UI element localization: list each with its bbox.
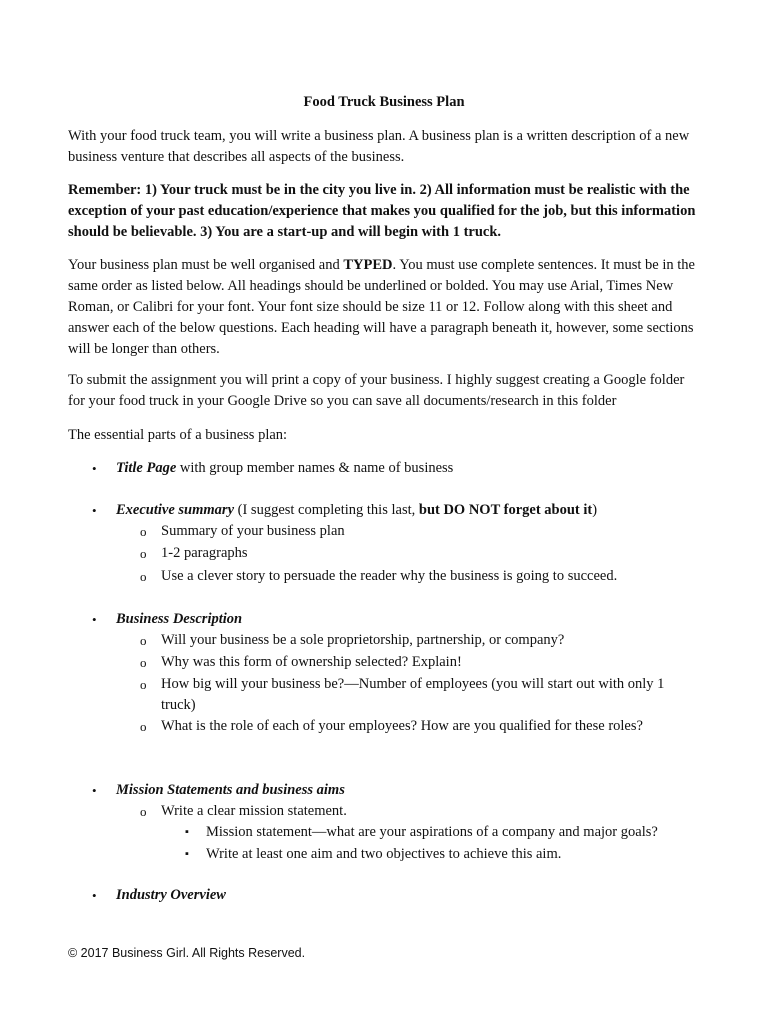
list-item	[0, 801, 768, 822]
circle-marker: o	[140, 804, 147, 819]
square-marker: ▪	[185, 848, 189, 860]
business-desc-item-4: What is the role of each of your employees? How are you qualified for these roles?	[161, 718, 643, 734]
list-item	[0, 822, 768, 843]
circle-marker: o	[140, 719, 147, 734]
list-item-title-page	[0, 458, 768, 479]
mission-item: Write a clear mission statement.	[161, 803, 347, 819]
list-item	[0, 543, 768, 564]
format-text-after: . You must use complete sentences. It must be in the same order as listed below. All headings should be underlined or bolded. You may use Arial, Times New Roman, or Calibri for your font. Your font size should be size 11 or 12. Follow along with this sheet and answer each of the below questions. Each heading will have a paragraph beneath it, however, some sections will be longer than others.	[68, 257, 695, 357]
business-description-heading: Business Description	[116, 611, 243, 627]
business-desc-item-1: Will your business be a sole proprietorship, partnership, or company?	[161, 632, 565, 648]
list-item	[0, 652, 768, 673]
mission-subitem-2: Write at least one aim and two objectives to achieve this aim.	[206, 846, 562, 862]
exec-item-3: Use a clever story to persuade the reader why the business is going to succeed.	[161, 568, 618, 584]
list-item	[0, 674, 768, 716]
circle-marker: o	[140, 655, 147, 670]
industry-overview-heading: Industry Overview	[116, 887, 226, 903]
circle-marker: o	[140, 677, 147, 692]
bullet-marker: •	[92, 888, 97, 903]
executive-summary-text-bold: but DO NOT forget about it	[418, 502, 593, 518]
circle-marker: o	[140, 524, 147, 539]
business-desc-item-2: Why was this form of ownership selected? Explain!	[161, 654, 462, 670]
bullet-marker: •	[92, 503, 97, 518]
list-item	[0, 521, 768, 542]
intro-paragraph: With your food truck team, you will write a business plan. A business plan is a written description of a new business venture that describes all aspects of the business.	[68, 128, 690, 165]
format-paragraph	[68, 255, 698, 360]
essential-parts-label: The essential parts of a business plan:	[68, 427, 288, 443]
mission-heading: Mission Statements and business aims	[116, 782, 345, 798]
list-item	[0, 630, 768, 651]
exec-item-2: 1-2 paragraphs	[161, 545, 248, 561]
format-text-before: Your business plan must be well organised and	[68, 257, 344, 273]
list-item-mission	[0, 780, 768, 801]
remember-paragraph: Remember: 1) Your truck must be in the city you live in. 2) All information must be realistic with the exception of your past education/experience that makes you qualified for the job, but this information should be believable. 3) You are a start-up and will begin with 1 truck.	[68, 182, 696, 240]
bullet-marker: •	[92, 612, 97, 627]
executive-summary-text-after: )	[592, 502, 598, 518]
circle-marker: o	[140, 569, 147, 584]
square-marker: ▪	[185, 826, 189, 838]
circle-marker: o	[140, 546, 147, 561]
copyright-footer: © 2017 Business Girl. All Rights Reserved.	[68, 946, 306, 960]
bullet-marker: •	[92, 461, 97, 476]
list-item-executive-summary	[0, 500, 768, 521]
list-item	[0, 566, 768, 587]
list-item-industry-overview	[0, 885, 768, 906]
bullet-marker: •	[92, 783, 97, 798]
title-page-text: with group member names & name of business	[176, 460, 454, 476]
list-item	[0, 716, 768, 737]
title-page-heading: Title Page	[116, 460, 177, 476]
exec-item-1: Summary of your business plan	[161, 523, 345, 539]
executive-summary-text-before: (I suggest completing this last,	[234, 502, 419, 518]
business-desc-item-3: How big will your business be?—Number of employees (you will start out with only 1 truck)	[161, 676, 665, 713]
format-text-typed: TYPED	[343, 257, 393, 273]
list-item-business-description	[0, 609, 768, 630]
list-item	[0, 844, 768, 865]
executive-summary-heading: Executive summary	[116, 502, 235, 518]
submit-paragraph: To submit the assignment you will print a copy of your business. I highly suggest creating a Google folder for your food truck in your Google Drive so you can save all documents/research in this folder	[68, 372, 685, 409]
document-title: Food Truck Business Plan	[303, 94, 465, 110]
circle-marker: o	[140, 633, 147, 648]
mission-subitem-1: Mission statement—what are your aspirations of a company and major goals?	[206, 824, 658, 840]
